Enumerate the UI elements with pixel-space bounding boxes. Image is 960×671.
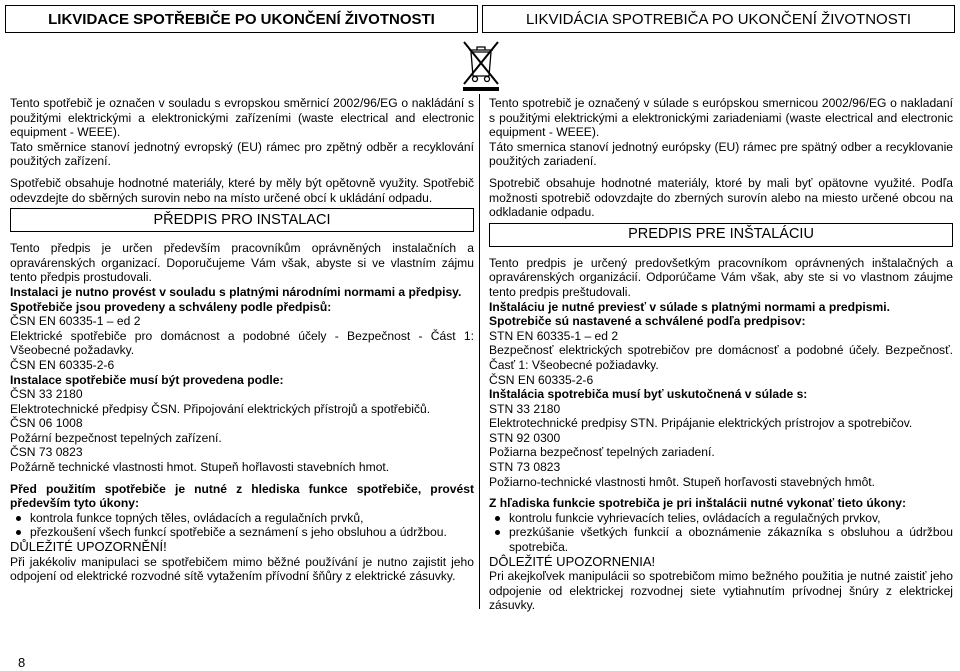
norm-code: STN EN 60335-1 – ed 2 <box>489 328 619 343</box>
slovak-column <box>489 96 953 613</box>
list-item: kontrolu funkcie vyhrievacích telies, ovládacích a regulačných prvkov, <box>489 511 953 526</box>
header-left-title: LIKVIDACE SPOTŘEBIČE PO UKONČENÍ ŽIVOTNOSTI <box>5 5 478 33</box>
norm-code: ČSN EN 60335-1 – ed 2 <box>10 314 141 329</box>
norm-code: STN 92 0300 <box>489 430 561 445</box>
materials-paragraph: Spotrebič obsahuje hodnotné materiály, ktoré by mali byť opätovne využité. Podľa možnosti spotrebič odovzdajte do zberných surovín alebo na miesto určené obcou na odkladanie odpadu. <box>489 175 953 220</box>
approval-heading: Spotřebiče jsou provedeny a schváleny podle předpisů: <box>10 299 332 314</box>
warning-text: Při jakékoliv manipulaci se spotřebičem mimo běžné používání je nutno zajistit jeho odpojení od elektrické rozvodné sítě vytažením přívodní šňůry z elektrické zásuvky. <box>10 554 474 584</box>
norm-code: STN 73 0823 <box>489 460 561 475</box>
norm-code: ČSN EN 60335-2-6 <box>489 372 594 387</box>
norm-description: Elektrotechnické predpisy STN. Pripájanie elektrických prístrojov a spotrebičov. <box>489 416 913 431</box>
installation-norms-note: Inštaláciu je nutné previesť v súlade s platnými normami a predpismi. <box>489 299 890 314</box>
warning-title: DÔLEŽITÉ UPOZORNENIA! <box>489 553 656 569</box>
weee-paragraph: Tento spotrebič je označený v súlade s európskou smernicou 2002/96/EG o nakladaní s použitými elektrickými a elektronickými zariadeniami (waste electrical and electronic equipment - WEEE). <box>489 96 953 140</box>
page-number: 8 <box>18 655 26 670</box>
bullet-icon <box>495 516 500 521</box>
weee-directive-paragraph: Táto smernica stanoví jednotný európsky (EU) rámec pre spätný odber a recyklovanie použitých zariadení. <box>489 139 953 169</box>
installation-intro: Tento predpis je určený predovšetkým pracovníkom oprávnených inštalačných a opravárenských organizácií. Odporúčame Vám však, aby ste si vo vlastnom záujme tento predpis preštudovali. <box>489 255 953 299</box>
norm-description: Elektrotechnické předpisy ČSN. Připojování elektrických přístrojů a spotřebičů. <box>10 401 431 416</box>
before-use-list <box>10 511 474 540</box>
installation-section-title: PŘEDPIS PRO INSTALACI <box>10 208 474 232</box>
norm-description: Požárně technické vlastnosti hmot. Stupeň hořlavosti stavebních hmot. <box>10 460 390 475</box>
installation-section-title: PREDPIS PRE INŠTALÁCIU <box>489 223 953 247</box>
installation-according-heading: Instalace spotřebiče musí být provedena podle: <box>10 372 284 387</box>
bullet-icon <box>16 516 21 521</box>
norm-description: Bezpečnosť elektrických spotrebičov pre domácnosť a podobné účely. Bezpečnosť. Časť 1: Všeobecné požiadavky. <box>489 343 953 372</box>
before-use-heading: Před použitím spotřebiče je nutné z hlediska funkce spotřebiče, provést především tyto úkony: <box>10 481 474 511</box>
installation-according-heading: Inštalácia spotrebiča musí byť uskutočnená v súlade s: <box>489 387 808 402</box>
norm-code: STN 33 2180 <box>489 401 561 416</box>
crossed-out-wheelie-bin-icon <box>458 38 504 92</box>
norm-code: ČSN 33 2180 <box>10 387 83 402</box>
norm-description: Elektrické spotřebiče pro domácnost a podobné účely - Bezpečnost - Část 1: Všeobecné požadavky. <box>10 328 474 358</box>
bullet-icon <box>16 530 21 535</box>
approval-heading: Spotrebiče sú nastavené a schválené podľa predpisov: <box>489 314 806 329</box>
warning-title: DŮLEŽITÉ UPOZORNĚNÍ! <box>10 539 167 555</box>
norm-description: Požiarna bezpečnosť tepelných zariadení. <box>489 445 715 460</box>
list-item: kontrola funkce topných těles, ovládacích a regulačních prvků, <box>10 511 474 526</box>
norm-code: ČSN 73 0823 <box>10 445 83 460</box>
norm-code: ČSN EN 60335-2-6 <box>10 357 115 372</box>
warning-text: Pri akejkoľvek manipulácii so spotrebičom mimo bežného použitia je nutné zaistiť jeho odpojenie od elektrickej rozvodnej siete vytiahnutím prívodnej šnúry z elektrickej zásuvky. <box>489 569 953 613</box>
installation-norms-note: Instalaci je nutno provést v souladu s platnými národními normami a předpisy. <box>10 284 462 299</box>
norm-description: Požární bezpečnost tepelných zařízení. <box>10 430 222 445</box>
before-use-list <box>489 511 953 555</box>
czech-column <box>10 96 474 584</box>
weee-directive-paragraph: Tato směrnice stanoví jednotný evropský (EU) rámec pro zpětný odběr a recyklování použitých zařízení. <box>10 139 474 169</box>
header-right-title: LIKVIDÁCIA SPOTREBIČA PO UKONČENÍ ŽIVOTNOSTI <box>482 5 955 33</box>
materials-paragraph: Spotřebič obsahuje hodnotné materiály, které by měly být opětovně využity. Spotřebič odevzdejte do sběrných surovin nebo na místo určené obcí k ukládání odpadu. <box>10 175 474 205</box>
column-divider <box>479 94 480 609</box>
before-use-heading: Z hľadiska funkcie spotrebiča je pri inštalácii nutné vykonať tieto úkony: <box>489 496 907 511</box>
norm-code: ČSN 06 1008 <box>10 416 83 431</box>
list-item: přezkoušení všech funkcí spotřebiče a seznámení s jeho obsluhou a údržbou. <box>10 525 474 540</box>
weee-paragraph: Tento spotřebič je označen v souladu s evropskou směrnicí 2002/96/EG o nakládání s použitými elektrickými a elektronickými zařízeními (waste electrical and electronic equipment - WEEE). <box>10 96 474 140</box>
bullet-icon <box>495 530 500 535</box>
list-item: prezkúšanie všetkých funkcií a oboznámenie zákazníka s obsluhou a údržbou spotrebiča. <box>489 525 953 554</box>
installation-intro: Tento předpis je určen především pracovníkům oprávněných instalačních a opravárenských organizací. Doporučujeme Vám však, abyste si ve vlastním zájmu tento předpis prostudovali. <box>10 241 474 285</box>
norm-description: Požiarno-technické vlastnosti hmôt. Stupeň horľavosti stavebných hmôt. <box>489 474 876 489</box>
